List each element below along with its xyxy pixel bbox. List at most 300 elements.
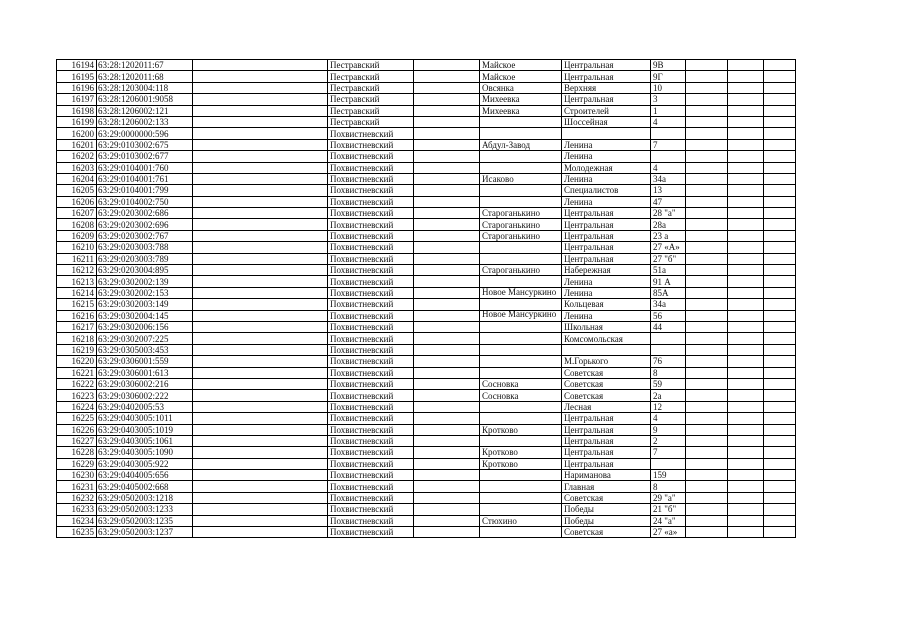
locality-cell xyxy=(480,527,562,538)
blank-cell xyxy=(728,276,764,287)
cadastral-number-cell: 63:29:0502003:1235 xyxy=(97,515,193,526)
table-row xyxy=(57,401,796,412)
blank-cell xyxy=(728,356,764,367)
row-number-cell: 16207 xyxy=(57,208,97,219)
blank-cell xyxy=(764,310,796,321)
district-cell: Похвистневский xyxy=(328,162,414,173)
table-row xyxy=(57,105,796,116)
house-number-cell: 2а xyxy=(651,390,686,401)
table-row xyxy=(57,435,796,446)
house-number-cell: 8 xyxy=(651,481,686,492)
blank-cell xyxy=(193,242,328,253)
locality-cell xyxy=(480,310,562,321)
house-number-cell: 28 "а" xyxy=(651,208,686,219)
blank-cell xyxy=(686,299,728,310)
table-row xyxy=(57,196,796,207)
street-cell: Центральная xyxy=(562,424,651,435)
blank-cell xyxy=(414,424,480,435)
cadastral-number-cell: 63:28:1202011:67 xyxy=(97,60,193,71)
street-cell: Советская xyxy=(562,390,651,401)
blank-cell xyxy=(764,424,796,435)
blank-cell xyxy=(764,378,796,389)
row-number-cell: 16224 xyxy=(57,401,97,412)
locality-cell xyxy=(480,470,562,481)
table-row xyxy=(57,367,796,378)
district-cell: Похвистневский xyxy=(328,390,414,401)
table-row xyxy=(57,185,796,196)
blank-cell xyxy=(728,333,764,344)
house-number-cell: 2 xyxy=(651,435,686,446)
blank-cell xyxy=(686,94,728,105)
street-cell: Кольцевая xyxy=(562,299,651,310)
blank-cell xyxy=(764,287,796,298)
locality-cell: Михеевка xyxy=(480,94,562,105)
district-cell: Пестравский xyxy=(328,94,414,105)
street-cell: Центральная xyxy=(562,253,651,264)
locality-cell: Абдул-Завод xyxy=(480,139,562,150)
blank-cell xyxy=(414,139,480,150)
locality-cell xyxy=(480,151,562,162)
blank-cell xyxy=(193,219,328,230)
blank-cell xyxy=(414,208,480,219)
street-cell: Школьная xyxy=(562,321,651,332)
district-cell: Похвистневский xyxy=(328,185,414,196)
row-number-cell: 16204 xyxy=(57,173,97,184)
blank-cell xyxy=(414,527,480,538)
district-cell: Похвистневский xyxy=(328,470,414,481)
blank-cell xyxy=(764,401,796,412)
row-number-cell: 16202 xyxy=(57,151,97,162)
cadastral-number-cell: 63:29:0103002:677 xyxy=(97,151,193,162)
blank-cell xyxy=(414,504,480,515)
house-number-cell: 9Г xyxy=(651,71,686,82)
blank-cell xyxy=(728,470,764,481)
blank-cell xyxy=(414,162,480,173)
blank-cell xyxy=(728,139,764,150)
locality-cell xyxy=(480,333,562,344)
table-row xyxy=(57,253,796,264)
street-cell: Центральная xyxy=(562,458,651,469)
blank-cell xyxy=(193,515,328,526)
district-cell: Похвистневский xyxy=(328,173,414,184)
street-cell: Ленина xyxy=(562,196,651,207)
blank-cell xyxy=(686,139,728,150)
street-cell: Верхняя xyxy=(562,82,651,93)
house-number-cell: 9 xyxy=(651,424,686,435)
row-number-cell: 16227 xyxy=(57,435,97,446)
blank-cell xyxy=(764,344,796,355)
blank-cell xyxy=(728,504,764,515)
blank-cell xyxy=(686,105,728,116)
blank-cell xyxy=(764,515,796,526)
blank-cell xyxy=(414,390,480,401)
blank-cell xyxy=(728,173,764,184)
street-cell: Ленина xyxy=(562,139,651,150)
blank-cell xyxy=(686,151,728,162)
district-cell: Похвистневский xyxy=(328,492,414,503)
cadastral-number-cell: 63:29:0403005:922 xyxy=(97,458,193,469)
blank-cell xyxy=(728,253,764,264)
district-cell: Похвистневский xyxy=(328,527,414,538)
blank-cell xyxy=(728,435,764,446)
locality-cell xyxy=(480,321,562,332)
blank-cell xyxy=(728,60,764,71)
row-number-cell: 16235 xyxy=(57,527,97,538)
house-number-cell: 10 xyxy=(651,82,686,93)
blank-cell xyxy=(686,82,728,93)
district-cell: Похвистневский xyxy=(328,481,414,492)
cadastral-number-cell: 63:29:0306002:216 xyxy=(97,378,193,389)
blank-cell xyxy=(193,458,328,469)
blank-cell xyxy=(728,196,764,207)
district-cell: Похвистневский xyxy=(328,515,414,526)
street-cell: Шоссейная xyxy=(562,116,651,127)
blank-cell xyxy=(764,276,796,287)
blank-cell xyxy=(728,413,764,424)
data-table xyxy=(56,59,796,538)
blank-cell xyxy=(193,105,328,116)
cadastral-number-cell: 63:29:0104001:799 xyxy=(97,185,193,196)
district-cell: Похвистневский xyxy=(328,276,414,287)
district-cell: Похвистневский xyxy=(328,139,414,150)
blank-cell xyxy=(414,458,480,469)
locality-cell: Староганькино xyxy=(480,265,562,276)
table-row xyxy=(57,116,796,127)
blank-cell xyxy=(764,60,796,71)
street-cell: Советская xyxy=(562,367,651,378)
cadastral-number-cell: 63:29:0104001:761 xyxy=(97,173,193,184)
blank-cell xyxy=(764,185,796,196)
blank-cell xyxy=(764,105,796,116)
house-number-cell: 7 xyxy=(651,447,686,458)
cadastral-number-cell: 63:29:0203002:696 xyxy=(97,219,193,230)
blank-cell xyxy=(686,265,728,276)
blank-cell xyxy=(764,151,796,162)
house-number-cell: 34а xyxy=(651,299,686,310)
blank-cell xyxy=(728,299,764,310)
locality-cell: Стюхино xyxy=(480,515,562,526)
table-row xyxy=(57,276,796,287)
table-row xyxy=(57,230,796,241)
table-row xyxy=(57,60,796,71)
blank-cell xyxy=(686,185,728,196)
cadastral-number-cell: 63:29:0502003:1233 xyxy=(97,504,193,515)
blank-cell xyxy=(728,527,764,538)
street-cell: Советская xyxy=(562,527,651,538)
row-number-cell: 16212 xyxy=(57,265,97,276)
cadastral-number-cell: 63:29:0306001:613 xyxy=(97,367,193,378)
row-number-cell: 16203 xyxy=(57,162,97,173)
locality-cell xyxy=(480,435,562,446)
blank-cell xyxy=(193,401,328,412)
district-cell: Похвистневский xyxy=(328,356,414,367)
blank-cell xyxy=(193,208,328,219)
blank-cell xyxy=(686,208,728,219)
blank-cell xyxy=(193,230,328,241)
house-number-cell: 76 xyxy=(651,356,686,367)
house-number-cell: 27 "б" xyxy=(651,253,686,264)
house-number-cell: 159 xyxy=(651,470,686,481)
street-cell: Центральная xyxy=(562,435,651,446)
blank-cell xyxy=(728,447,764,458)
blank-cell xyxy=(193,151,328,162)
row-number-cell: 16196 xyxy=(57,82,97,93)
blank-cell xyxy=(764,265,796,276)
blank-cell xyxy=(414,60,480,71)
cadastral-number-cell: 63:29:0203003:789 xyxy=(97,253,193,264)
blank-cell xyxy=(414,299,480,310)
blank-cell xyxy=(414,82,480,93)
district-cell: Похвистневский xyxy=(328,287,414,298)
blank-cell xyxy=(414,196,480,207)
blank-cell xyxy=(764,481,796,492)
locality-cell xyxy=(480,492,562,503)
blank-cell xyxy=(764,116,796,127)
blank-cell xyxy=(193,82,328,93)
blank-cell xyxy=(764,435,796,446)
blank-cell xyxy=(728,82,764,93)
blank-cell xyxy=(193,413,328,424)
district-cell: Похвистневский xyxy=(328,230,414,241)
row-number-cell: 16198 xyxy=(57,105,97,116)
blank-cell xyxy=(728,162,764,173)
blank-cell xyxy=(193,139,328,150)
cadastral-number-cell: 63:29:0302007:225 xyxy=(97,333,193,344)
blank-cell xyxy=(193,276,328,287)
cadastral-number-cell: 63:29:0302002:139 xyxy=(97,276,193,287)
blank-cell xyxy=(686,424,728,435)
street-cell: Ленина xyxy=(562,287,651,298)
house-number-cell: 4 xyxy=(651,413,686,424)
street-cell: Центральная xyxy=(562,60,651,71)
row-number-cell: 16232 xyxy=(57,492,97,503)
street-cell: Нариманова xyxy=(562,470,651,481)
row-number-cell: 16234 xyxy=(57,515,97,526)
blank-cell xyxy=(193,128,328,139)
blank-cell xyxy=(728,378,764,389)
house-number-cell: 44 xyxy=(651,321,686,332)
blank-cell xyxy=(193,196,328,207)
blank-cell xyxy=(764,447,796,458)
blank-cell xyxy=(728,515,764,526)
street-cell: Центральная xyxy=(562,230,651,241)
district-cell: Пестравский xyxy=(328,71,414,82)
district-cell: Похвистневский xyxy=(328,435,414,446)
locality-cell xyxy=(480,413,562,424)
house-number-cell: 1 xyxy=(651,105,686,116)
district-cell: Похвистневский xyxy=(328,242,414,253)
blank-cell xyxy=(193,470,328,481)
locality-cell: Кротково xyxy=(480,424,562,435)
table-row xyxy=(57,94,796,105)
house-number-cell xyxy=(651,344,686,355)
blank-cell xyxy=(764,139,796,150)
district-cell: Пестравский xyxy=(328,116,414,127)
blank-cell xyxy=(728,116,764,127)
street-cell: Центральная xyxy=(562,94,651,105)
house-number-cell: 85А xyxy=(651,287,686,298)
blank-cell xyxy=(764,128,796,139)
house-number-cell: 8 xyxy=(651,367,686,378)
blank-cell xyxy=(193,344,328,355)
table-body xyxy=(57,60,796,538)
house-number-cell: 24 "а" xyxy=(651,515,686,526)
blank-cell xyxy=(414,287,480,298)
house-number-cell: 47 xyxy=(651,196,686,207)
blank-cell xyxy=(414,333,480,344)
blank-cell xyxy=(686,242,728,253)
row-number-cell: 16206 xyxy=(57,196,97,207)
blank-cell xyxy=(686,128,728,139)
row-number-cell: 16215 xyxy=(57,299,97,310)
blank-cell xyxy=(728,321,764,332)
blank-cell xyxy=(414,151,480,162)
cadastral-number-cell: 63:29:0502003:1237 xyxy=(97,527,193,538)
row-number-cell: 16197 xyxy=(57,94,97,105)
row-number-cell: 16231 xyxy=(57,481,97,492)
blank-cell xyxy=(764,321,796,332)
row-number-cell: 16205 xyxy=(57,185,97,196)
table-row xyxy=(57,356,796,367)
blank-cell xyxy=(686,367,728,378)
locality-cell: Сосновка xyxy=(480,378,562,389)
row-number-cell: 16223 xyxy=(57,390,97,401)
table-row xyxy=(57,287,796,298)
locality-cell xyxy=(480,344,562,355)
house-number-cell: 21 "б" xyxy=(651,504,686,515)
blank-cell xyxy=(686,492,728,503)
district-cell: Похвистневский xyxy=(328,128,414,139)
blank-cell xyxy=(193,504,328,515)
street-cell xyxy=(562,128,651,139)
blank-cell xyxy=(193,321,328,332)
blank-cell xyxy=(414,447,480,458)
cadastral-number-cell: 63:29:0104001:760 xyxy=(97,162,193,173)
house-number-cell: 23 а xyxy=(651,230,686,241)
blank-cell xyxy=(686,333,728,344)
blank-cell xyxy=(764,94,796,105)
locality-cell xyxy=(480,504,562,515)
blank-cell xyxy=(686,435,728,446)
blank-cell xyxy=(193,390,328,401)
street-cell: Лесная xyxy=(562,401,651,412)
table-row xyxy=(57,504,796,515)
locality-cell: Староганькино xyxy=(480,219,562,230)
blank-cell xyxy=(193,424,328,435)
locality-cell xyxy=(480,367,562,378)
row-number-cell: 16216 xyxy=(57,310,97,321)
row-number-cell: 16229 xyxy=(57,458,97,469)
blank-cell xyxy=(686,321,728,332)
blank-cell xyxy=(193,492,328,503)
street-cell: Главная xyxy=(562,481,651,492)
blank-cell xyxy=(686,504,728,515)
district-cell: Пестравский xyxy=(328,82,414,93)
blank-cell xyxy=(193,333,328,344)
house-number-cell: 27 «а» xyxy=(651,527,686,538)
table-row xyxy=(57,208,796,219)
house-number-cell: 9В xyxy=(651,60,686,71)
blank-cell xyxy=(764,82,796,93)
blank-cell xyxy=(686,287,728,298)
blank-cell xyxy=(414,435,480,446)
house-number-cell: 91 А xyxy=(651,276,686,287)
district-cell: Похвистневский xyxy=(328,447,414,458)
cadastral-number-cell: 63:28:1203004:118 xyxy=(97,82,193,93)
district-cell: Похвистневский xyxy=(328,151,414,162)
cadastral-number-cell: 63:29:0306002:222 xyxy=(97,390,193,401)
locality-cell: Сосновка xyxy=(480,390,562,401)
blank-cell xyxy=(728,492,764,503)
street-cell: Победы xyxy=(562,504,651,515)
locality-text: Новое Мансуркино xyxy=(482,287,557,297)
blank-cell xyxy=(728,287,764,298)
row-number-cell: 16222 xyxy=(57,378,97,389)
street-cell: Строителей xyxy=(562,105,651,116)
blank-cell xyxy=(686,527,728,538)
blank-cell xyxy=(414,356,480,367)
blank-cell xyxy=(764,253,796,264)
blank-cell xyxy=(764,527,796,538)
row-number-cell: 16226 xyxy=(57,424,97,435)
blank-cell xyxy=(686,515,728,526)
house-number-cell: 7 xyxy=(651,139,686,150)
blank-cell xyxy=(193,173,328,184)
row-number-cell: 16221 xyxy=(57,367,97,378)
cadastral-number-cell: 63:29:0203004:895 xyxy=(97,265,193,276)
row-number-cell: 16213 xyxy=(57,276,97,287)
blank-cell xyxy=(686,196,728,207)
table-row xyxy=(57,527,796,538)
blank-cell xyxy=(686,481,728,492)
blank-cell xyxy=(414,310,480,321)
cadastral-number-cell: 63:29:0103002:675 xyxy=(97,139,193,150)
district-cell: Похвистневский xyxy=(328,378,414,389)
row-number-cell: 16217 xyxy=(57,321,97,332)
blank-cell xyxy=(686,71,728,82)
blank-cell xyxy=(764,230,796,241)
blank-cell xyxy=(728,128,764,139)
cadastral-number-cell: 63:29:0302002:153 xyxy=(97,287,193,298)
blank-cell xyxy=(728,242,764,253)
row-number-cell: 16225 xyxy=(57,413,97,424)
blank-cell xyxy=(193,94,328,105)
locality-cell xyxy=(480,276,562,287)
blank-cell xyxy=(414,401,480,412)
blank-cell xyxy=(686,173,728,184)
blank-cell xyxy=(728,424,764,435)
locality-text: Новое Мансуркино xyxy=(482,310,557,320)
street-cell: Комсомольская xyxy=(562,333,651,344)
row-number-cell: 16208 xyxy=(57,219,97,230)
blank-cell xyxy=(764,333,796,344)
street-cell: Советская xyxy=(562,378,651,389)
blank-cell xyxy=(193,447,328,458)
row-number-cell: 16214 xyxy=(57,287,97,298)
blank-cell xyxy=(728,481,764,492)
blank-cell xyxy=(414,219,480,230)
blank-cell xyxy=(414,71,480,82)
street-cell: Ленина xyxy=(562,151,651,162)
district-cell: Пестравский xyxy=(328,105,414,116)
row-number-cell: 16219 xyxy=(57,344,97,355)
blank-cell xyxy=(686,344,728,355)
table-row xyxy=(57,390,796,401)
blank-cell xyxy=(728,458,764,469)
locality-cell: Староганькино xyxy=(480,230,562,241)
table-row xyxy=(57,139,796,150)
district-cell: Похвистневский xyxy=(328,310,414,321)
